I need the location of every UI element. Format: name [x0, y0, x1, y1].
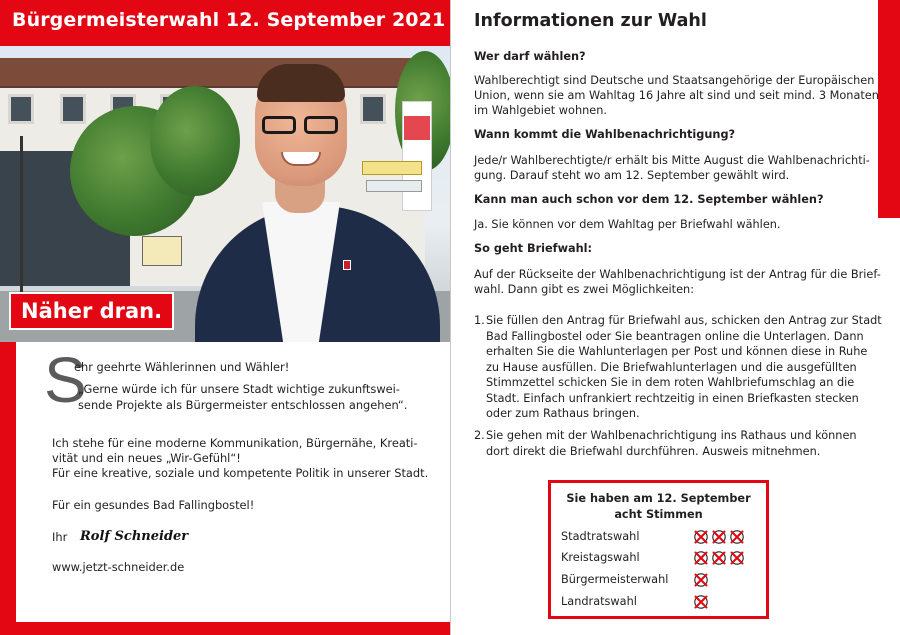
votes-box [548, 480, 769, 619]
right-red-edge [878, 0, 900, 218]
option-line: oder zum Rathaus bringen. [486, 407, 640, 420]
letter-ihr: Ihr [52, 530, 68, 544]
votes-box-title-line: acht Stimmen [614, 507, 703, 521]
vote-row-label: Landratswahl [561, 595, 637, 608]
photo-tree [150, 86, 240, 196]
vote-row [561, 551, 761, 569]
ballot-cross-icon [693, 594, 709, 610]
vote-row-label: Stadtratswahl [561, 530, 640, 543]
faq-question: Kann man auch schon vor dem 12. September wählen? [474, 193, 824, 206]
photo-lamp-post [20, 136, 23, 296]
faq-question: Wer darf wählen? [474, 50, 586, 63]
flyer-title: Bürgermeisterwahl 12. September 2021 [12, 9, 446, 31]
faq-question: So geht Briefwahl: [474, 242, 593, 255]
page-divider [450, 0, 451, 635]
faq-question: Wann kommt die Wahlbenachrichtigung? [474, 128, 736, 141]
ballot-cross-icon [693, 572, 709, 588]
candidate-hair [257, 64, 345, 102]
ballot-cross-icon [711, 529, 727, 545]
faq-answer-line: gung. Darauf steht wo am 12. September gewählt wird. [474, 169, 790, 182]
ballot-cross-icon [711, 550, 727, 566]
photo-window [8, 94, 34, 124]
letter-quote-line: sende Projekte als Bürgermeister entschlossen angehen“. [78, 398, 408, 412]
faq-answer-line: Union, wenn sie am Wahltag 16 Jahre alt sind und seit mind. 3 Monaten [474, 89, 879, 102]
photo-banner-print [404, 116, 430, 140]
left-red-edge [0, 342, 16, 635]
letter-body-line: Ich stehe für eine moderne Kommunikation, Bürgernähe, Kreati- [52, 436, 418, 450]
option-line: erhalten Sie die Wahlunterlagen per Post und können diese in Ruhe [486, 345, 868, 358]
option-line: Bad Fallingbostel oder Sie beantragen online die Unterlagen. Dann [486, 329, 864, 343]
letter-body-line: Für eine kreative, soziale und kompetente Politik in unserer Stadt. [52, 466, 429, 480]
left-red-footer [0, 622, 450, 635]
lapel-pin [343, 260, 351, 270]
ballot-cross-icon [693, 529, 709, 545]
letter-closing: Für ein gesundes Bad Fallingbostel! [52, 498, 255, 512]
photo-window [360, 94, 386, 124]
ballot-cross-icon [693, 550, 709, 566]
candidate-glasses [262, 116, 340, 134]
info-title: Informationen zur Wahl [474, 11, 707, 31]
ballot-cross-icon [729, 550, 745, 566]
votes-box-title-line: Sie haben am 12. September [566, 492, 751, 505]
photo-window [60, 94, 86, 124]
option-line: Sie gehen mit der Wahlbenachrichtigung ins Rathaus und können [486, 429, 857, 442]
votes-box-title [551, 491, 766, 522]
option-number: 2. [474, 429, 485, 442]
faq-answer-line: Ja. Sie können vor dem Wahltag per Briefwahl wählen. [474, 218, 781, 231]
slogan-badge: Näher dran. [9, 292, 174, 330]
vote-row [561, 573, 761, 591]
option-line: zu Hause ausfüllen. Die Briefwahlunterlagen und die ausgefüllten [486, 360, 857, 374]
option-line: Stadt. Einfach unfrankiert rechtzeitig in einen Briefkasten stecken [486, 391, 859, 405]
vote-row-label: Bürgermeisterwahl [561, 573, 669, 586]
option-line: dort direkt die Briefwahl durchführen. Ausweis mitnehmen. [486, 444, 821, 458]
photo-notice-board [142, 236, 182, 266]
vote-row-label: Kreistagswahl [561, 551, 640, 564]
vote-row [561, 595, 761, 613]
faq-answer-line: wahl. Dann gibt es zwei Möglichkeiten: [474, 283, 695, 296]
option-line: Sie füllen den Antrag für Briefwahl aus, schicken den Antrag zur Stadt [486, 314, 882, 327]
letter-quote-line: „Gerne würde ich für unsere Stadt wichtige zukunftswei- [78, 382, 400, 396]
faq-answer-line: im Wahlgebiet wohnen. [474, 104, 607, 117]
option-number: 1. [474, 314, 485, 327]
vote-row [561, 530, 761, 548]
title-bar [0, 0, 450, 46]
dropcap: S [44, 344, 87, 416]
faq-answer-line: Auf der Rückseite der Wahlbenachrichtigung ist der Antrag für die Brief- [474, 268, 881, 281]
faq-answer-line: Jede/r Wahlberechtigte/r erhält bis Mitte August die Wahlbenachrichti- [474, 154, 870, 167]
photo-direction-sign [366, 180, 422, 192]
photo-direction-sign [362, 161, 422, 175]
letter-greeting: ehr geehrte Wählerinnen und Wähler! [74, 360, 290, 374]
faq-answer-line: Wahlberechtigt sind Deutsche und Staatsangehörige der Europäischen [474, 74, 875, 87]
option-line: Stimmzettel schicken Sie in dem roten Wahlbriefumschlag an die [486, 376, 855, 389]
letter-body-line: vität und ein neues „Wir-Gefühl“! [52, 451, 241, 465]
signature: Rolf Schneider [80, 529, 189, 544]
ballot-cross-icon [729, 529, 745, 545]
website-link[interactable]: www.jetzt-schneider.de [52, 560, 185, 574]
